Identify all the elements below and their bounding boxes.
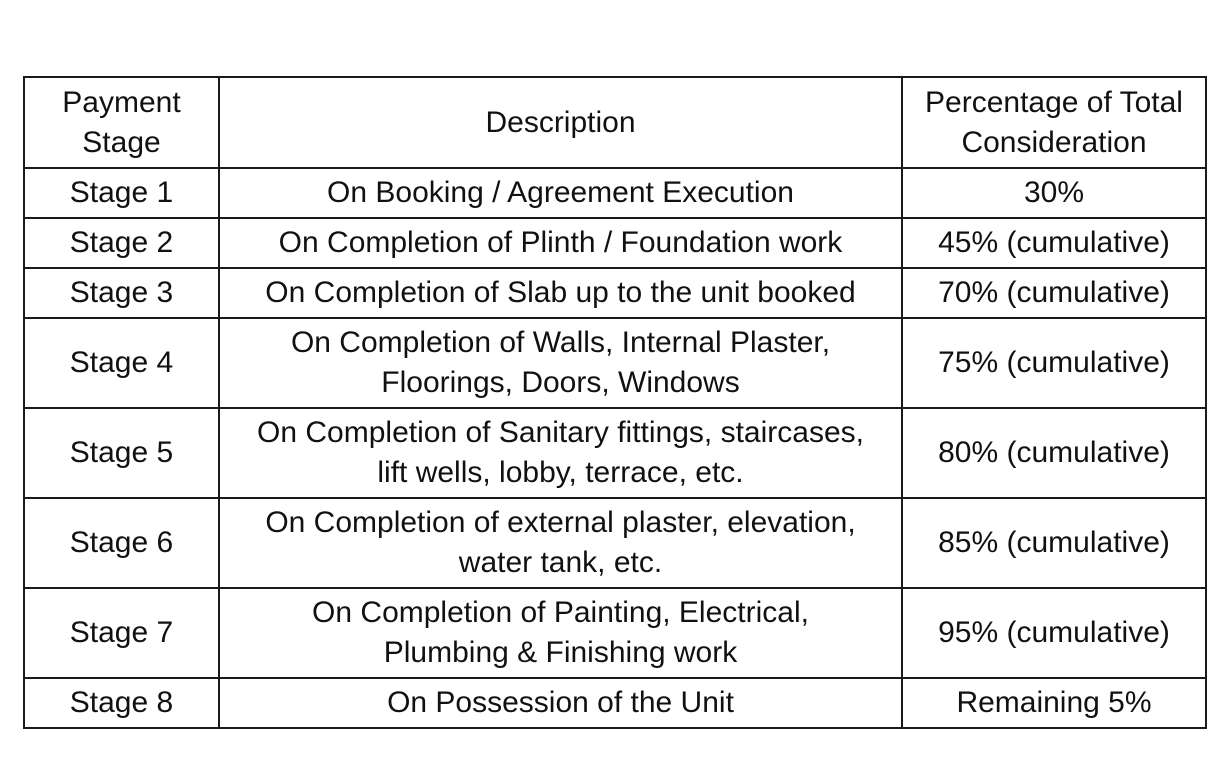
percentage-cell: 70% (cumulative): [902, 268, 1206, 318]
payment-schedule-table: [23, 76, 1207, 729]
header-percentage: [902, 77, 1206, 168]
stage-cell: Stage 3: [24, 268, 219, 318]
percentage-cell: 75% (cumulative): [902, 318, 1206, 408]
table-row: [24, 498, 1206, 588]
description-line: water tank, etc.: [458, 546, 663, 579]
percentage-cell: 80% (cumulative): [902, 408, 1206, 498]
table-header-row: [24, 77, 1206, 168]
header-line: Stage: [82, 125, 161, 159]
stage-cell: Stage 5: [24, 408, 219, 498]
percentage-cell: 95% (cumulative): [902, 588, 1206, 678]
stage-cell: Stage 6: [24, 498, 219, 588]
table-row: [24, 218, 1206, 268]
header-line: Percentage of Total: [925, 85, 1183, 119]
description-cell: [219, 498, 902, 588]
header-line: Consideration: [961, 125, 1147, 159]
description-cell: [219, 168, 902, 218]
description-line: On Completion of external plaster, elevation,: [265, 506, 856, 539]
description-line: On Possession of the Unit: [387, 686, 734, 719]
description-line: On Completion of Plinth / Foundation work: [278, 226, 843, 259]
description-line: Plumbing & Finishing work: [383, 636, 738, 669]
percentage-cell: 85% (cumulative): [902, 498, 1206, 588]
table-row: [24, 588, 1206, 678]
description-line: On Completion of Sanitary fittings, staircases,: [257, 416, 864, 449]
description-cell: [219, 588, 902, 678]
stage-cell: Stage 7: [24, 588, 219, 678]
description-line: On Completion of Slab up to the unit booked: [265, 276, 856, 309]
description-line: lift wells, lobby, terrace, etc.: [377, 456, 744, 489]
description-line: On Completion of Walls, Internal Plaster,: [290, 326, 831, 359]
stage-cell: Stage 1: [24, 168, 219, 218]
stage-cell: Stage 2: [24, 218, 219, 268]
description-line: On Booking / Agreement Execution: [327, 176, 794, 209]
stage-cell: Stage 4: [24, 318, 219, 408]
percentage-cell: 30%: [902, 168, 1206, 218]
stage-cell: Stage 8: [24, 678, 219, 728]
header-line: Payment: [62, 85, 181, 119]
description-cell: [219, 678, 902, 728]
table-row: [24, 408, 1206, 498]
table-row: [24, 318, 1206, 408]
description-cell: [219, 408, 902, 498]
header-payment-stage: [24, 77, 219, 168]
header-description: [219, 77, 902, 168]
description-cell: [219, 218, 902, 268]
percentage-cell: Remaining 5%: [902, 678, 1206, 728]
description-cell: [219, 268, 902, 318]
table-row: [24, 268, 1206, 318]
table-row: [24, 168, 1206, 218]
description-line: On Completion of Painting, Electrical,: [312, 596, 809, 629]
description-cell: [219, 318, 902, 408]
table-row: [24, 678, 1206, 728]
description-line: Floorings, Doors, Windows: [381, 366, 740, 399]
header-line: Description: [485, 105, 636, 139]
percentage-cell: 45% (cumulative): [902, 218, 1206, 268]
